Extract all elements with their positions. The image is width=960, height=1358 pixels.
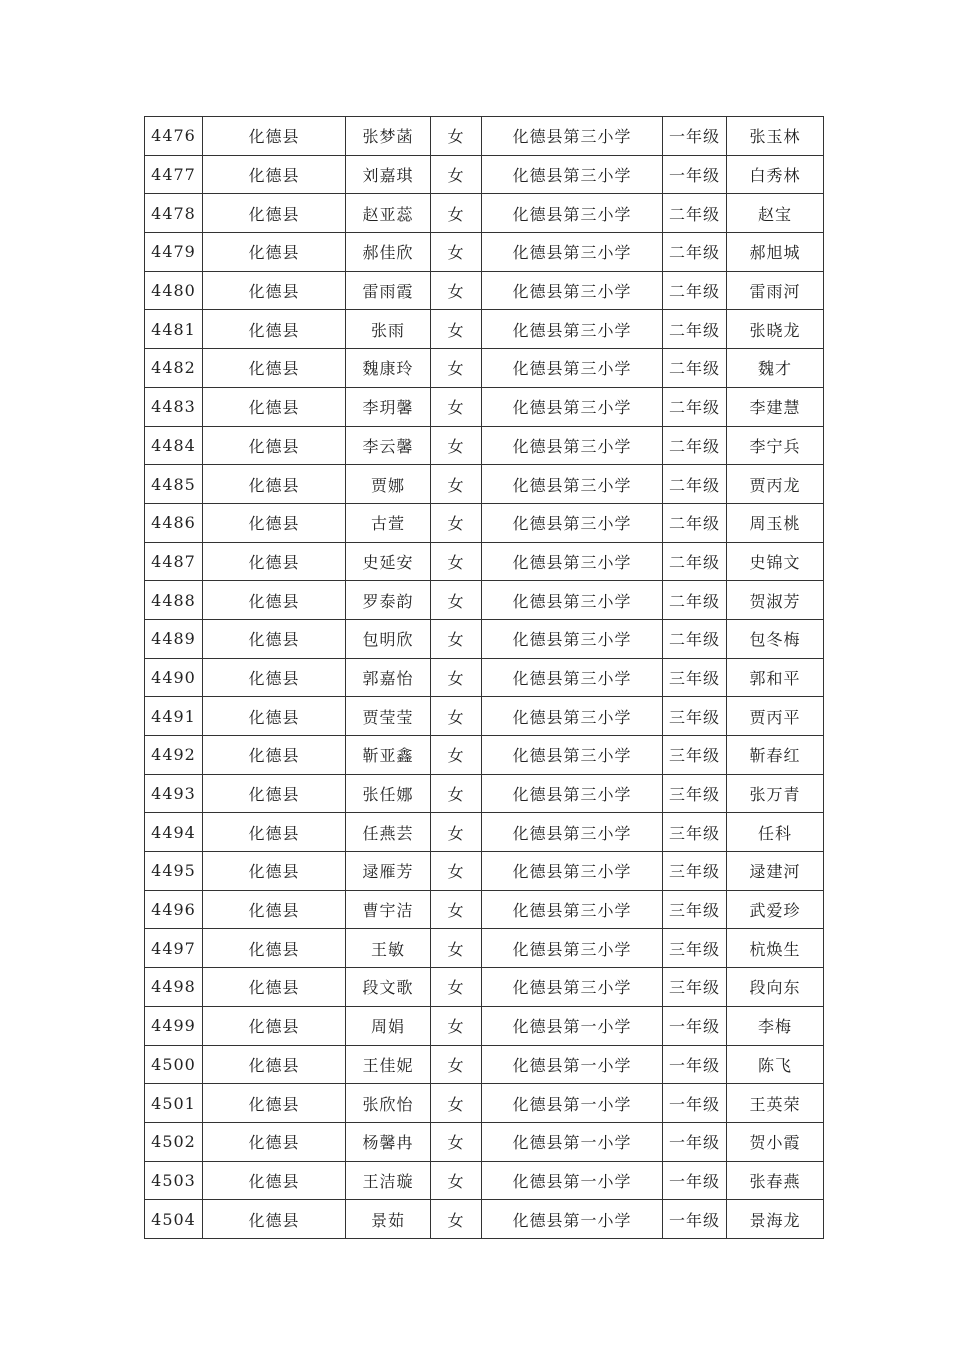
county-cell: 化德县 — [203, 117, 346, 156]
row-number-cell: 4493 — [145, 774, 203, 813]
row-number-cell: 4485 — [145, 465, 203, 504]
gender-cell: 女 — [431, 929, 482, 968]
county-cell: 化德县 — [203, 736, 346, 775]
gender-cell: 女 — [431, 117, 482, 156]
student-name-cell: 王佳妮 — [346, 1045, 431, 1084]
guardian-name-cell: 杭焕生 — [727, 929, 824, 968]
school-cell: 化德县第三小学 — [482, 774, 663, 813]
student-name-cell: 景茹 — [346, 1200, 431, 1239]
school-cell: 化德县第三小学 — [482, 736, 663, 775]
table-row — [145, 155, 824, 194]
school-cell: 化德县第三小学 — [482, 697, 663, 736]
guardian-name-cell: 张春燕 — [727, 1161, 824, 1200]
table-row — [145, 542, 824, 581]
county-cell: 化德县 — [203, 233, 346, 272]
student-name-cell: 张欣怡 — [346, 1084, 431, 1123]
roster-body — [145, 117, 824, 1239]
row-number-cell: 4504 — [145, 1200, 203, 1239]
student-name-cell: 王洁璇 — [346, 1161, 431, 1200]
county-cell: 化德县 — [203, 349, 346, 388]
grade-cell: 二年级 — [663, 503, 727, 542]
table-row — [145, 581, 824, 620]
county-cell: 化德县 — [203, 1006, 346, 1045]
gender-cell: 女 — [431, 349, 482, 388]
gender-cell: 女 — [431, 619, 482, 658]
gender-cell: 女 — [431, 697, 482, 736]
table-row — [145, 774, 824, 813]
county-cell: 化德县 — [203, 852, 346, 891]
gender-cell: 女 — [431, 1084, 482, 1123]
table-row — [145, 1084, 824, 1123]
row-number-cell: 4476 — [145, 117, 203, 156]
county-cell: 化德县 — [203, 271, 346, 310]
gender-cell: 女 — [431, 542, 482, 581]
table-row — [145, 387, 824, 426]
guardian-name-cell: 郭和平 — [727, 658, 824, 697]
gender-cell: 女 — [431, 774, 482, 813]
student-name-cell: 魏康玲 — [346, 349, 431, 388]
guardian-name-cell: 周玉桃 — [727, 503, 824, 542]
table-row — [145, 658, 824, 697]
row-number-cell: 4497 — [145, 929, 203, 968]
grade-cell: 一年级 — [663, 1161, 727, 1200]
guardian-name-cell: 陈飞 — [727, 1045, 824, 1084]
grade-cell: 二年级 — [663, 619, 727, 658]
student-name-cell: 包明欣 — [346, 619, 431, 658]
school-cell: 化德县第三小学 — [482, 968, 663, 1007]
table-row — [145, 852, 824, 891]
school-cell: 化德县第三小学 — [482, 581, 663, 620]
county-cell: 化德县 — [203, 465, 346, 504]
table-row — [145, 697, 824, 736]
grade-cell: 二年级 — [663, 465, 727, 504]
gender-cell: 女 — [431, 1045, 482, 1084]
grade-cell: 二年级 — [663, 310, 727, 349]
row-number-cell: 4496 — [145, 890, 203, 929]
gender-cell: 女 — [431, 813, 482, 852]
grade-cell: 三年级 — [663, 852, 727, 891]
guardian-name-cell: 包冬梅 — [727, 619, 824, 658]
row-number-cell: 4487 — [145, 542, 203, 581]
guardian-name-cell: 张晓龙 — [727, 310, 824, 349]
student-name-cell: 王敏 — [346, 929, 431, 968]
county-cell: 化德县 — [203, 503, 346, 542]
row-number-cell: 4490 — [145, 658, 203, 697]
county-cell: 化德县 — [203, 1200, 346, 1239]
school-cell: 化德县第三小学 — [482, 387, 663, 426]
student-name-cell: 雷雨霞 — [346, 271, 431, 310]
table-row — [145, 813, 824, 852]
guardian-name-cell: 李宁兵 — [727, 426, 824, 465]
table-row — [145, 194, 824, 233]
student-name-cell: 贾莹莹 — [346, 697, 431, 736]
gender-cell: 女 — [431, 968, 482, 1007]
guardian-name-cell: 郝旭城 — [727, 233, 824, 272]
school-cell: 化德县第一小学 — [482, 1122, 663, 1161]
row-number-cell: 4503 — [145, 1161, 203, 1200]
guardian-name-cell: 任科 — [727, 813, 824, 852]
row-number-cell: 4499 — [145, 1006, 203, 1045]
row-number-cell: 4478 — [145, 194, 203, 233]
row-number-cell: 4486 — [145, 503, 203, 542]
county-cell: 化德县 — [203, 426, 346, 465]
student-name-cell: 任燕芸 — [346, 813, 431, 852]
student-name-cell: 逯雁芳 — [346, 852, 431, 891]
school-cell: 化德县第三小学 — [482, 813, 663, 852]
school-cell: 化德县第一小学 — [482, 1045, 663, 1084]
gender-cell: 女 — [431, 1006, 482, 1045]
student-name-cell: 靳亚鑫 — [346, 736, 431, 775]
guardian-name-cell: 雷雨河 — [727, 271, 824, 310]
student-name-cell: 罗泰韵 — [346, 581, 431, 620]
table-row — [145, 736, 824, 775]
gender-cell: 女 — [431, 194, 482, 233]
school-cell: 化德县第一小学 — [482, 1006, 663, 1045]
roster-table — [144, 116, 824, 1239]
guardian-name-cell: 白秀林 — [727, 155, 824, 194]
gender-cell: 女 — [431, 465, 482, 504]
grade-cell: 一年级 — [663, 1200, 727, 1239]
student-name-cell: 曹宇洁 — [346, 890, 431, 929]
guardian-name-cell: 张万青 — [727, 774, 824, 813]
county-cell: 化德县 — [203, 1122, 346, 1161]
student-name-cell: 李玥馨 — [346, 387, 431, 426]
grade-cell: 三年级 — [663, 968, 727, 1007]
student-name-cell: 刘嘉琪 — [346, 155, 431, 194]
table-row — [145, 426, 824, 465]
guardian-name-cell: 贺淑芳 — [727, 581, 824, 620]
gender-cell: 女 — [431, 503, 482, 542]
grade-cell: 一年级 — [663, 117, 727, 156]
school-cell: 化德县第一小学 — [482, 1200, 663, 1239]
school-cell: 化德县第一小学 — [482, 1084, 663, 1123]
row-number-cell: 4480 — [145, 271, 203, 310]
guardian-name-cell: 李建慧 — [727, 387, 824, 426]
student-name-cell: 贾娜 — [346, 465, 431, 504]
guardian-name-cell: 景海龙 — [727, 1200, 824, 1239]
table-row — [145, 310, 824, 349]
row-number-cell: 4484 — [145, 426, 203, 465]
table-row — [145, 271, 824, 310]
table-row — [145, 465, 824, 504]
grade-cell: 三年级 — [663, 697, 727, 736]
school-cell: 化德县第三小学 — [482, 233, 663, 272]
guardian-name-cell: 李梅 — [727, 1006, 824, 1045]
table-row — [145, 1122, 824, 1161]
row-number-cell: 4488 — [145, 581, 203, 620]
gender-cell: 女 — [431, 387, 482, 426]
county-cell: 化德县 — [203, 581, 346, 620]
row-number-cell: 4492 — [145, 736, 203, 775]
row-number-cell: 4500 — [145, 1045, 203, 1084]
grade-cell: 一年级 — [663, 155, 727, 194]
student-name-cell: 郝佳欣 — [346, 233, 431, 272]
county-cell: 化德县 — [203, 542, 346, 581]
county-cell: 化德县 — [203, 968, 346, 1007]
school-cell: 化德县第三小学 — [482, 503, 663, 542]
gender-cell: 女 — [431, 155, 482, 194]
gender-cell: 女 — [431, 581, 482, 620]
grade-cell: 一年级 — [663, 1045, 727, 1084]
county-cell: 化德县 — [203, 697, 346, 736]
row-number-cell: 4495 — [145, 852, 203, 891]
table-row — [145, 1045, 824, 1084]
county-cell: 化德县 — [203, 155, 346, 194]
table-row — [145, 890, 824, 929]
guardian-name-cell: 王英荣 — [727, 1084, 824, 1123]
school-cell: 化德县第三小学 — [482, 619, 663, 658]
county-cell: 化德县 — [203, 387, 346, 426]
grade-cell: 三年级 — [663, 813, 727, 852]
grade-cell: 三年级 — [663, 774, 727, 813]
table-row — [145, 503, 824, 542]
gender-cell: 女 — [431, 310, 482, 349]
table-row — [145, 619, 824, 658]
row-number-cell: 4491 — [145, 697, 203, 736]
county-cell: 化德县 — [203, 813, 346, 852]
student-name-cell: 段文歌 — [346, 968, 431, 1007]
gender-cell: 女 — [431, 1200, 482, 1239]
guardian-name-cell: 张玉林 — [727, 117, 824, 156]
county-cell: 化德县 — [203, 194, 346, 233]
guardian-name-cell: 史锦文 — [727, 542, 824, 581]
gender-cell: 女 — [431, 890, 482, 929]
gender-cell: 女 — [431, 736, 482, 775]
guardian-name-cell: 贾丙平 — [727, 697, 824, 736]
row-number-cell: 4502 — [145, 1122, 203, 1161]
gender-cell: 女 — [431, 1122, 482, 1161]
table-row — [145, 1200, 824, 1239]
county-cell: 化德县 — [203, 619, 346, 658]
guardian-name-cell: 贾丙龙 — [727, 465, 824, 504]
student-name-cell: 张雨 — [346, 310, 431, 349]
guardian-name-cell: 段向东 — [727, 968, 824, 1007]
school-cell: 化德县第三小学 — [482, 117, 663, 156]
school-cell: 化德县第三小学 — [482, 271, 663, 310]
table-row — [145, 349, 824, 388]
student-name-cell: 赵亚蕊 — [346, 194, 431, 233]
grade-cell: 二年级 — [663, 387, 727, 426]
row-number-cell: 4483 — [145, 387, 203, 426]
student-name-cell: 古萱 — [346, 503, 431, 542]
guardian-name-cell: 武爱珍 — [727, 890, 824, 929]
school-cell: 化德县第三小学 — [482, 465, 663, 504]
grade-cell: 二年级 — [663, 426, 727, 465]
county-cell: 化德县 — [203, 774, 346, 813]
gender-cell: 女 — [431, 852, 482, 891]
table-row — [145, 968, 824, 1007]
school-cell: 化德县第三小学 — [482, 349, 663, 388]
grade-cell: 二年级 — [663, 233, 727, 272]
student-name-cell: 张梦菡 — [346, 117, 431, 156]
school-cell: 化德县第三小学 — [482, 310, 663, 349]
grade-cell: 二年级 — [663, 542, 727, 581]
county-cell: 化德县 — [203, 310, 346, 349]
school-cell: 化德县第三小学 — [482, 426, 663, 465]
student-name-cell: 周娟 — [346, 1006, 431, 1045]
county-cell: 化德县 — [203, 1161, 346, 1200]
school-cell: 化德县第三小学 — [482, 658, 663, 697]
school-cell: 化德县第一小学 — [482, 1161, 663, 1200]
grade-cell: 一年级 — [663, 1006, 727, 1045]
grade-cell: 二年级 — [663, 271, 727, 310]
guardian-name-cell: 赵宝 — [727, 194, 824, 233]
student-name-cell: 郭嘉怡 — [346, 658, 431, 697]
gender-cell: 女 — [431, 1161, 482, 1200]
row-number-cell: 4494 — [145, 813, 203, 852]
row-number-cell: 4482 — [145, 349, 203, 388]
grade-cell: 二年级 — [663, 194, 727, 233]
table-row — [145, 233, 824, 272]
school-cell: 化德县第三小学 — [482, 890, 663, 929]
student-name-cell: 张任娜 — [346, 774, 431, 813]
row-number-cell: 4489 — [145, 619, 203, 658]
grade-cell: 二年级 — [663, 581, 727, 620]
county-cell: 化德县 — [203, 929, 346, 968]
county-cell: 化德县 — [203, 890, 346, 929]
table-row — [145, 1006, 824, 1045]
student-name-cell: 李云馨 — [346, 426, 431, 465]
school-cell: 化德县第三小学 — [482, 852, 663, 891]
school-cell: 化德县第三小学 — [482, 194, 663, 233]
table-row — [145, 1161, 824, 1200]
grade-cell: 二年级 — [663, 349, 727, 388]
row-number-cell: 4481 — [145, 310, 203, 349]
grade-cell: 一年级 — [663, 1084, 727, 1123]
table-row — [145, 117, 824, 156]
grade-cell: 一年级 — [663, 1122, 727, 1161]
school-cell: 化德县第三小学 — [482, 155, 663, 194]
grade-cell: 三年级 — [663, 929, 727, 968]
row-number-cell: 4498 — [145, 968, 203, 1007]
student-name-cell: 史延安 — [346, 542, 431, 581]
county-cell: 化德县 — [203, 1045, 346, 1084]
row-number-cell: 4477 — [145, 155, 203, 194]
county-cell: 化德县 — [203, 1084, 346, 1123]
gender-cell: 女 — [431, 233, 482, 272]
gender-cell: 女 — [431, 658, 482, 697]
guardian-name-cell: 靳春红 — [727, 736, 824, 775]
grade-cell: 三年级 — [663, 890, 727, 929]
school-cell: 化德县第三小学 — [482, 929, 663, 968]
student-name-cell: 杨馨冉 — [346, 1122, 431, 1161]
guardian-name-cell: 魏才 — [727, 349, 824, 388]
grade-cell: 三年级 — [663, 658, 727, 697]
gender-cell: 女 — [431, 426, 482, 465]
gender-cell: 女 — [431, 271, 482, 310]
guardian-name-cell: 逯建河 — [727, 852, 824, 891]
row-number-cell: 4501 — [145, 1084, 203, 1123]
school-cell: 化德县第三小学 — [482, 542, 663, 581]
table-row — [145, 929, 824, 968]
row-number-cell: 4479 — [145, 233, 203, 272]
grade-cell: 三年级 — [663, 736, 727, 775]
guardian-name-cell: 贺小霞 — [727, 1122, 824, 1161]
county-cell: 化德县 — [203, 658, 346, 697]
